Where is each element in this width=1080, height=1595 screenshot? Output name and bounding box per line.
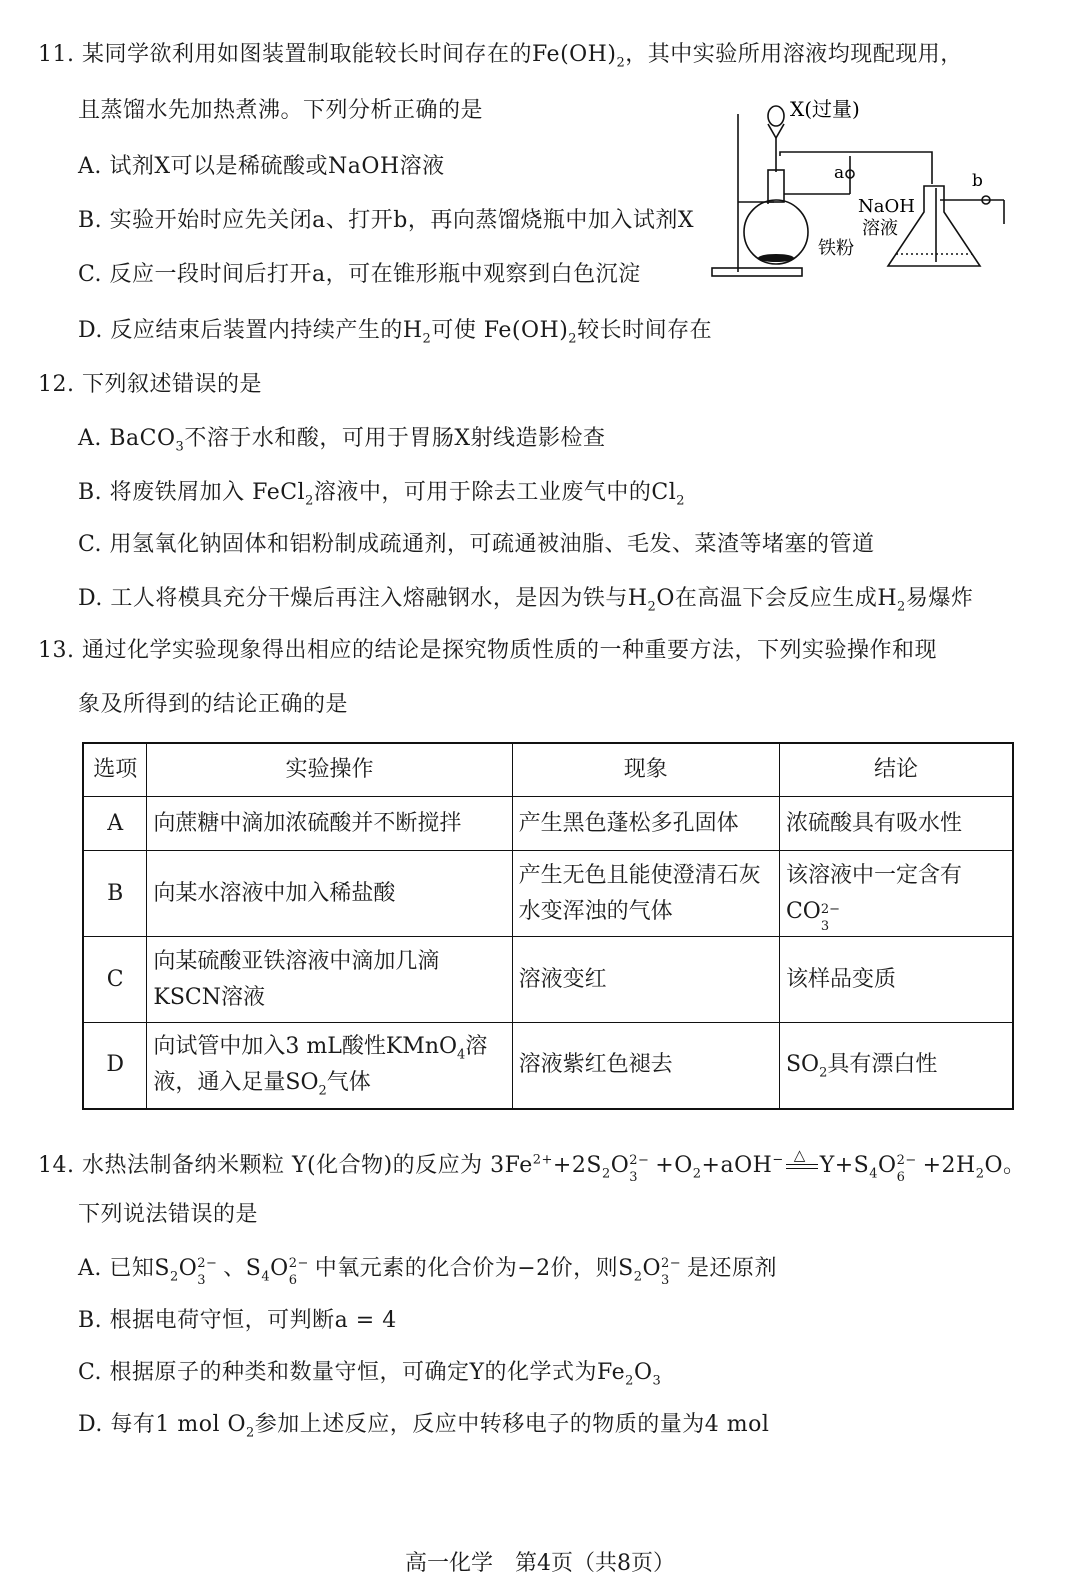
- label-iron: 铁粉: [818, 238, 854, 259]
- row-phenomenon: 产生无色且能使澄清石灰水变浑浊的气体: [512, 851, 779, 937]
- flask-neck: [768, 170, 784, 202]
- row-operation: 向试管中加入3 mL酸性KMnO$_4$溶液，通入足量$SO_2$气体: [147, 1023, 512, 1109]
- q13-table: [82, 742, 1014, 1110]
- row-option: D: [83, 1023, 147, 1109]
- header-option: 选项: [83, 743, 147, 797]
- q11-stem-line2: 且蒸馏水先加热煮沸。下列分析正确的是: [78, 98, 484, 123]
- row-conclusion: $SO_2$具有漂白性: [779, 1023, 1013, 1109]
- row-option: C: [83, 937, 147, 1023]
- table-row: [83, 797, 1013, 851]
- q14-stem-line2: 下列说法错误的是: [78, 1202, 259, 1227]
- q14-option-c: C. 根据原子的种类和数量守恒，可确定Y的化学式为$Fe_2O_3$: [78, 1360, 662, 1389]
- table-row: [83, 851, 1013, 937]
- table-header-row: [83, 743, 1013, 797]
- row-option: B: [83, 851, 147, 937]
- row-conclusion: 该溶液中一定含有 CO 2− 3: [779, 851, 1013, 937]
- row-conclusion: 浓硫酸具有吸水性: [779, 797, 1013, 851]
- table-row: [83, 937, 1013, 1023]
- separatory-funnel: [768, 106, 784, 126]
- q12-option-a: A. BaCO$_3$不溶于水和酸，可用于胃肠X射线造影检查: [78, 426, 606, 455]
- row-phenomenon: 溶液紫红色褪去: [512, 1023, 779, 1109]
- header-conclusion: 结论: [779, 743, 1013, 797]
- apparatus-diagram: [700, 94, 1030, 284]
- page-footer: 高一化学 第4页（共8页）: [405, 1551, 675, 1576]
- q11-option-d: D. 反应结束后装置内持续产生的$H_2$可使 $Fe(OH)_2$较长时间存在: [78, 318, 713, 347]
- table-row: [83, 1023, 1013, 1109]
- q13-stem-line1: 13. 通过化学实验现象得出相应的结论是探究物质性质的一种重要方法，下列实验操作和现: [38, 638, 937, 663]
- label-a: a: [834, 163, 845, 183]
- iron-powder: [758, 254, 794, 262]
- q12-option-d: D. 工人将模具充分干燥后再注入熔融钢水，是因为铁与$H_2O$在高温下会反应生成$H_2$易爆炸: [78, 586, 974, 615]
- row-conclusion: 该样品变质: [779, 937, 1013, 1023]
- label-b: b: [972, 171, 983, 191]
- q14-option-b: B. 根据电荷守恒，可判断a = 4: [78, 1308, 397, 1333]
- tube-upper: [780, 152, 932, 184]
- q11-option-a: A. 试剂X可以是稀硫酸或NaOH溶液: [78, 154, 445, 179]
- row-phenomenon: 溶液变红: [512, 937, 779, 1023]
- header-phenomenon: 现象: [512, 743, 779, 797]
- q13-stem-line2: 象及所得到的结论正确的是: [78, 692, 349, 717]
- q11-stem-line1: 11. 某同学欲利用如图装置制取能较长时间存在的$Fe(OH)_2$，其中实验所用溶液均现配现用，: [38, 42, 963, 71]
- row-operation: 向蔗糖中滴加浓硫酸并不断搅拌: [147, 797, 512, 851]
- q12-option-b: B. 将废铁屑加入 FeCl$_2$溶液中，可用于除去工业废气中的$Cl_2$: [78, 480, 686, 509]
- q12-stem: 12. 下列叙述错误的是: [38, 372, 262, 397]
- q11-option-c: C. 反应一段时间后打开a，可在锥形瓶中观察到白色沉淀: [78, 262, 641, 287]
- q14-stem-line1: 14. 水热法制备纳米颗粒 Y(化合物)的反应为 $3Fe^{2+}+2S_2O$ 2− 3 $+O_2+aOH^-$ △ $Y+S_4O$ 2− 6 $+2H_2O$。: [38, 1146, 1026, 1185]
- header-operation: 实验操作: [147, 743, 512, 797]
- label-solution: 溶液: [862, 218, 898, 239]
- heat-condition-arrow: △: [784, 1148, 820, 1174]
- row-operation: 向某硫酸亚铁溶液中滴加几滴KSCN溶液: [147, 937, 512, 1023]
- label-naoh: NaOH: [858, 196, 915, 217]
- label-x: X(过量): [790, 97, 860, 121]
- q14-option-a: A. 已知$S_2O$ 2− 3 、$S_4O$ 2− 6 中氧元素的化合价为−2价，则$S_2O$ 2− 3 是还原剂: [78, 1256, 778, 1288]
- q11-option-b: B. 实验开始时应先关闭a、打开b，再向蒸馏烧瓶中加入试剂X: [78, 208, 695, 233]
- stand-base: [712, 268, 802, 276]
- q12-option-c: C. 用氢氧化钠固体和铝粉制成疏通剂，可疏通被油脂、毛发、菜渣等堵塞的管道: [78, 532, 875, 557]
- q14-option-d: D. 每有1 mol $O_2$参加上述反应，反应中转移电子的物质的量为4 mol: [78, 1412, 770, 1441]
- row-phenomenon: 产生黑色蓬松多孔固体: [512, 797, 779, 851]
- row-operation: 向某水溶液中加入稀盐酸: [147, 851, 512, 937]
- row-option: A: [83, 797, 147, 851]
